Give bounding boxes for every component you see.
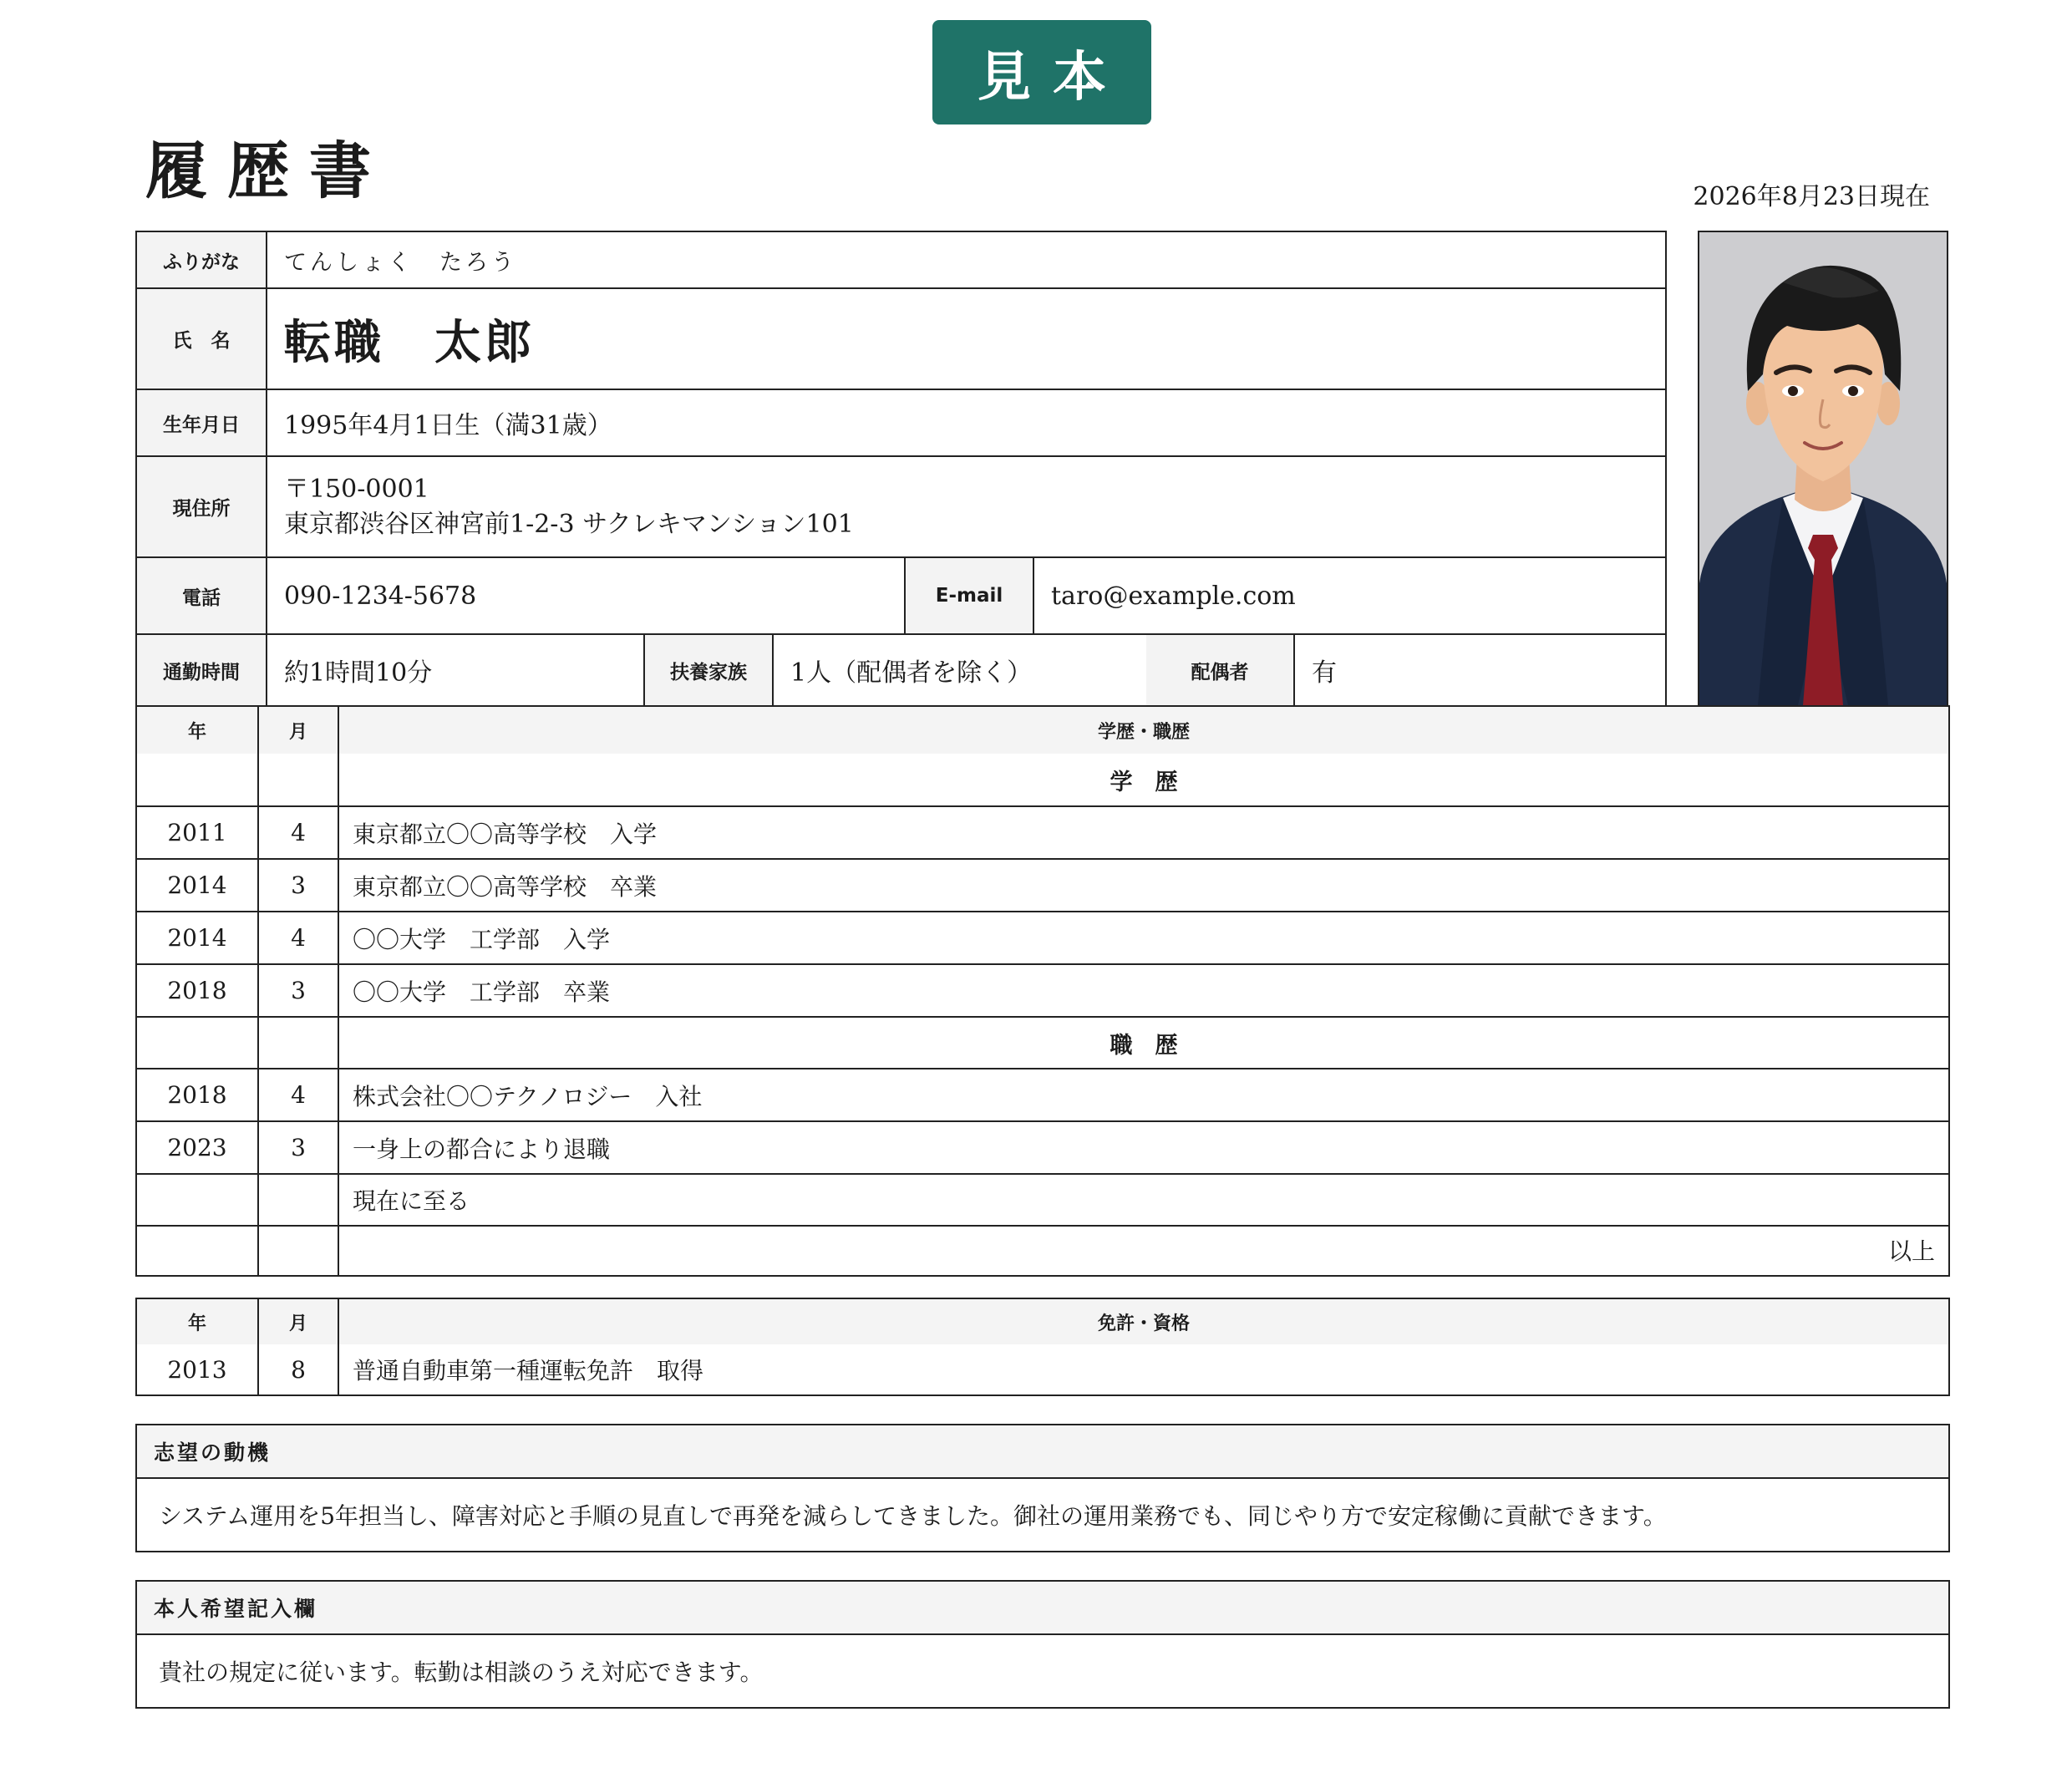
dependents-label: 扶養家族 xyxy=(643,635,774,705)
commute-label: 通勤時間 xyxy=(137,635,267,705)
personal-info-table xyxy=(135,231,1667,707)
table-cell-empty xyxy=(259,1018,339,1068)
table-cell-empty xyxy=(137,1227,259,1275)
row-description: 東京都立〇〇高等学校 入学 xyxy=(353,820,658,848)
row-month: 3 xyxy=(259,965,339,1016)
portrait-illustration xyxy=(1699,232,1947,705)
license-table xyxy=(135,1298,1950,1396)
work-row xyxy=(137,1120,1948,1173)
row-year: 2014 xyxy=(137,912,259,963)
license-month-header: 月 xyxy=(259,1299,339,1344)
table-cell-empty xyxy=(259,1227,339,1275)
table-cell-empty xyxy=(137,1175,259,1225)
education-row xyxy=(137,805,1948,858)
contact-row xyxy=(135,558,1667,635)
row-description: 株式会社〇〇テクノロジー 入社 xyxy=(353,1082,703,1110)
row-month: 4 xyxy=(259,912,339,963)
address-label: 現住所 xyxy=(137,457,267,556)
row-month: 4 xyxy=(259,807,339,858)
furigana-label: ふりがな xyxy=(137,232,267,287)
table-cell-empty xyxy=(137,754,259,805)
name-row xyxy=(135,289,1667,390)
birth-row xyxy=(135,390,1667,457)
table-cell-empty xyxy=(259,754,339,805)
table-cell-empty xyxy=(259,1175,339,1225)
motivation-text: システム運用を5年担当し、障害対応と手順の見直しで再発を減らしてきました。御社の運用業務でも、同じやり方で安定稼働に貢献できます。 xyxy=(159,1502,1667,1530)
license-header-row xyxy=(137,1299,1948,1344)
row-year: 2011 xyxy=(137,807,259,858)
history-year-header: 年 xyxy=(137,707,259,754)
education-row xyxy=(137,963,1948,1016)
commute-value: 約1時間10分 xyxy=(284,658,433,688)
history-header-row xyxy=(137,707,1948,754)
birth-label: 生年月日 xyxy=(137,390,267,455)
id-photo xyxy=(1698,231,1948,707)
row-month: 3 xyxy=(259,1122,339,1173)
education-row xyxy=(137,858,1948,911)
license-rows xyxy=(137,1344,1948,1395)
history-desc-header: 学歴・職歴 xyxy=(1097,721,1190,743)
postal-code: 〒150-0001 xyxy=(284,474,429,504)
motivation-section xyxy=(135,1424,1950,1552)
work-heading: 職 歴 xyxy=(1110,1032,1178,1059)
row-month: 3 xyxy=(259,860,339,911)
education-row xyxy=(137,911,1948,963)
end-row xyxy=(137,1225,1948,1275)
email-label: E-mail xyxy=(904,558,1034,633)
motivation-label: 志望の動機 xyxy=(137,1425,1948,1479)
name-label: 氏 名 xyxy=(137,289,267,389)
address-text: 東京都渋谷区神宮前1-2-3 サクレキマンション101 xyxy=(284,509,854,539)
row-year: 2013 xyxy=(137,1344,259,1395)
row-description: 一身上の都合により退職 xyxy=(353,1135,611,1163)
sample-badge: 見本 xyxy=(932,20,1151,124)
end-marker: 以上 xyxy=(1887,1237,1935,1265)
dependents-value: 1人（配偶者を除く） xyxy=(790,658,1033,688)
requests-label: 本人希望記入欄 xyxy=(137,1582,1948,1635)
current-status: 現在に至る xyxy=(353,1187,470,1215)
row-month: 4 xyxy=(259,1069,339,1120)
furigana-value: てんしょく たろう xyxy=(284,249,517,276)
row-description: 〇〇大学 工学部 入学 xyxy=(353,925,611,953)
as-of-date: 2026年8月23日現在 xyxy=(1693,182,1930,211)
name-value: 転職 太郎 xyxy=(284,314,535,370)
furigana-row xyxy=(135,231,1667,289)
spouse-label: 配偶者 xyxy=(1146,635,1295,705)
address-row xyxy=(135,457,1667,558)
family-row xyxy=(135,635,1667,707)
row-year: 2018 xyxy=(137,1069,259,1120)
table-cell-empty xyxy=(137,1018,259,1068)
work-row xyxy=(137,1068,1948,1120)
education-heading-row xyxy=(137,754,1948,805)
row-year: 2014 xyxy=(137,860,259,911)
email-value: taro@example.com xyxy=(1051,581,1296,611)
row-year: 2023 xyxy=(137,1122,259,1173)
work-heading-row xyxy=(137,1016,1948,1068)
license-year-header: 年 xyxy=(137,1299,259,1344)
document-title: 履歴書 xyxy=(145,135,391,207)
row-year: 2018 xyxy=(137,965,259,1016)
row-description: 〇〇大学 工学部 卒業 xyxy=(353,978,611,1006)
row-description: 普通自動車第一種運転免許 取得 xyxy=(353,1357,704,1384)
requests-section xyxy=(135,1580,1950,1709)
phone-value: 090-1234-5678 xyxy=(284,581,477,611)
history-month-header: 月 xyxy=(259,707,339,754)
spouse-value: 有 xyxy=(1312,658,1337,688)
current-row xyxy=(137,1173,1948,1225)
requests-text: 貴社の規定に従います。転勤は相談のうえ対応できます。 xyxy=(159,1659,764,1686)
history-table xyxy=(135,705,1950,1277)
phone-label: 電話 xyxy=(137,558,267,633)
license-desc-header: 免許・資格 xyxy=(1097,1313,1190,1334)
license-row xyxy=(137,1344,1948,1395)
row-month: 8 xyxy=(259,1344,339,1395)
education-rows xyxy=(137,805,1948,1016)
birth-value: 1995年4月1日生（満31歳） xyxy=(284,411,612,440)
row-description: 東京都立〇〇高等学校 卒業 xyxy=(353,872,658,901)
education-heading: 学 歴 xyxy=(1110,769,1178,795)
work-rows xyxy=(137,1068,1948,1173)
address-value xyxy=(267,457,854,556)
